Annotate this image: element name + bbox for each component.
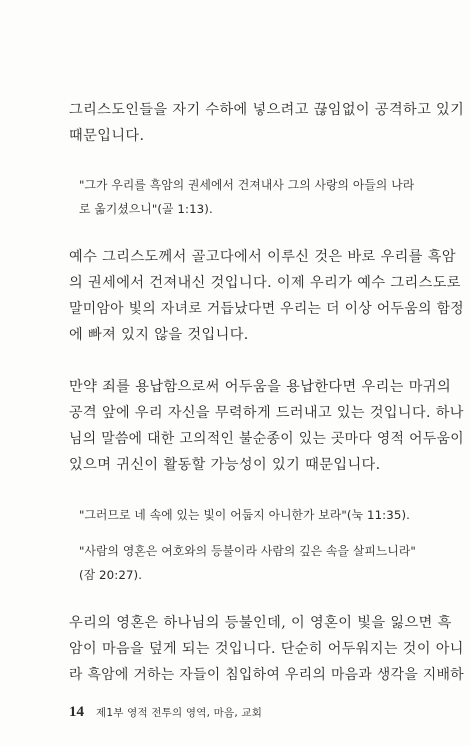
quote-text-line: 로 옮기셨으니"(골 1:13). (79, 202, 213, 216)
body-text-line: 공격 앞에 우리 자신을 무력하게 드러내고 있는 것입니다. 하나 (69, 405, 464, 421)
body-text-line: 님의 말씀에 대한 고의적인 불순종이 있는 곳마다 영적 어두움이 (69, 431, 465, 447)
body-text-line: 만약 죄를 용납함으로써 어두움을 용납한다면 우리는 마귀의 (69, 379, 452, 395)
body-text-line: 말미암아 빛의 자녀로 거듭났다면 우리는 더 이상 어두움의 함정 (69, 301, 465, 317)
body-text-line: 암이 마음을 덮게 되는 것입니다. 단순히 어두워지는 것이 아니 (69, 641, 464, 657)
body-text-line: 우리의 영혼은 하나님의 등불인데, 이 영혼이 빛을 잃으면 흑 (69, 615, 452, 631)
quote-text-line: "그가 우리를 흑암의 권세에서 건져내사 그의 사랑의 아들의 나라 (79, 178, 415, 192)
body-text-line: 그리스도인들을 자기 수하에 넣으려고 끊임없이 공격하고 있기 (69, 102, 465, 118)
page-footer (69, 703, 262, 721)
body-text-line: 에 빠져 있지 않을 것입니다. (69, 327, 249, 343)
running-title: 제1부 영적 전투의 영역, 마음, 교회 (96, 707, 263, 719)
body-text-line: 있으며 귀신이 활동할 가능성이 있기 때문입니다. (69, 457, 381, 473)
quote-text-line: "그러므로 네 속에 있는 빛이 어둡지 아니한가 보라"(눅 11:35). (79, 508, 411, 522)
body-text-line: 라 흑암에 거하는 자들이 침입하여 우리의 마음과 생각을 지배하 (69, 667, 465, 683)
page-number: 14 (69, 704, 84, 720)
quote-text-line: (잠 20:27). (79, 568, 143, 582)
quote-text-line: "사람의 영혼은 여호와의 등불이라 사람의 깊은 속을 살피느니라" (79, 544, 416, 558)
body-text-line: 의 권세에서 건져내신 것입니다. 이제 우리가 예수 그리스도로 (69, 275, 461, 291)
body-text-line: 때문입니다. (69, 128, 145, 144)
body-text-line: 예수 그리스도께서 골고다에서 이루신 것은 바로 우리를 흑암 (69, 249, 456, 265)
